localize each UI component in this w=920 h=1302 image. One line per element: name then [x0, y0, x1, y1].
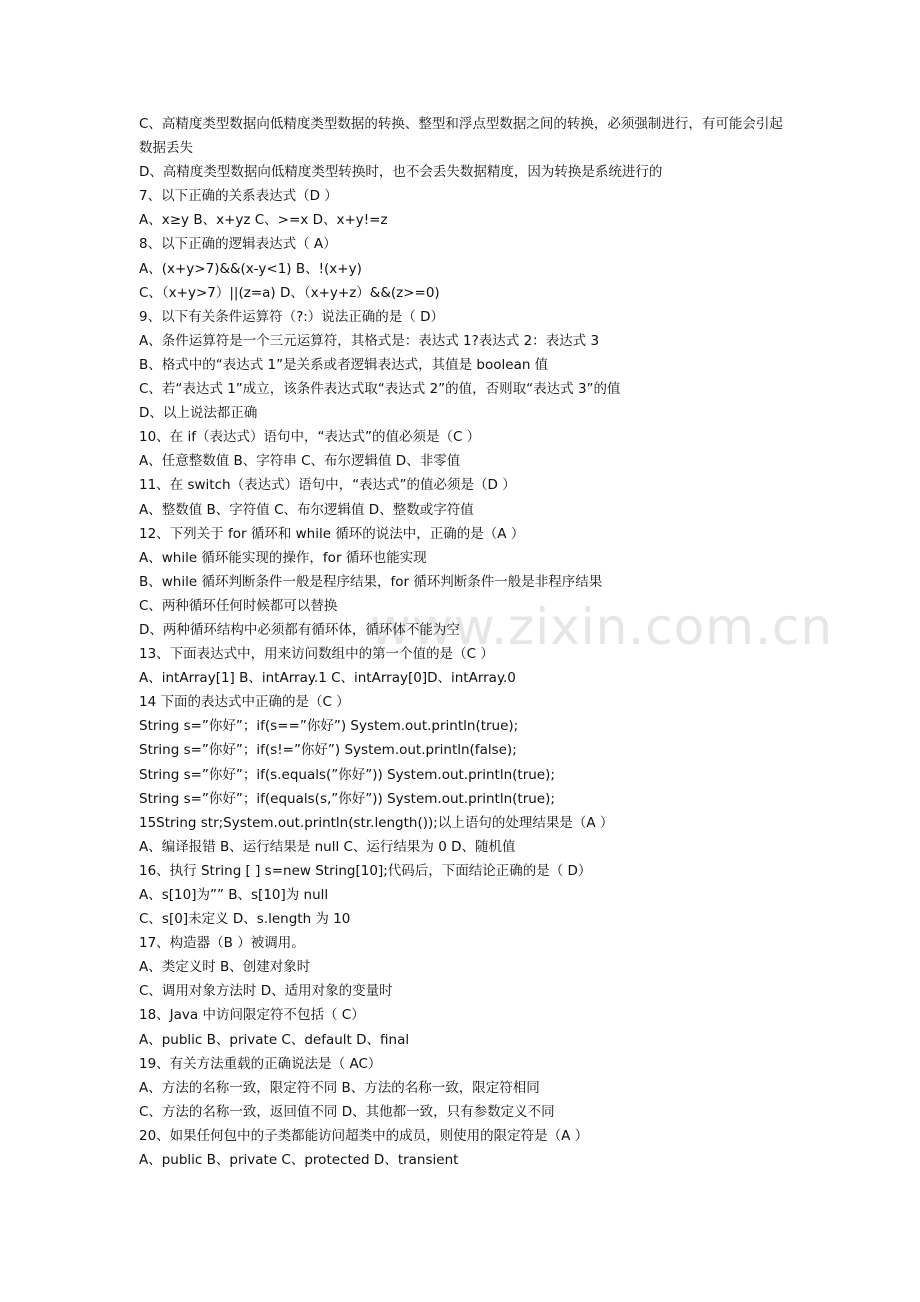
- code-line: String s=”你好”；if(equals(s,”你好”)) System.out.println(true);: [139, 790, 555, 807]
- text-line: C、高精度类型数据向低精度类型数据的转换、整型和浮点型数据之间的转换，必须强制进行，有可能会引起数据丢失: [139, 116, 783, 157]
- option-line: A、方法的名称一致，限定符不同 B、方法的名称一致，限定符相同: [139, 1079, 540, 1096]
- watermark: www.zixin.com.cn: [370, 598, 834, 656]
- option-line: D、两种循环结构中必须都有循环体，循环体不能为空: [139, 621, 460, 638]
- option-line: C、两种循环任何时候都可以替换: [139, 597, 338, 614]
- option-line: B、格式中的“表达式 1”是关系或者逻辑表达式，其值是 boolean 值: [139, 356, 549, 373]
- option-line: A、while 循环能实现的操作，for 循环也能实现: [139, 549, 427, 566]
- question-line: 9、以下有关条件运算符（?:）说法正确的是（ D）: [139, 308, 444, 325]
- option-line: A、整数值 B、字符值 C、布尔逻辑值 D、整数或字符值: [139, 501, 474, 518]
- question-line: 11、在 switch（表达式）语句中，“表达式”的值必须是（D ）: [139, 477, 516, 494]
- option-line: C、（x+y>7）||(z=a) D、（x+y+z）&&(z>=0): [139, 284, 440, 301]
- question-line: 18、Java 中访问限定符不包括（ C）: [139, 1007, 365, 1024]
- option-line: C、s[0]未定义 D、s.length 为 10: [139, 911, 351, 928]
- question-line: 10、在 if（表达式）语句中，“表达式”的值必须是（C ）: [139, 429, 481, 446]
- question-line: 20、如果任何包中的子类都能访问超类中的成员，则使用的限定符是（A ）: [139, 1127, 589, 1144]
- option-line: A、任意整数值 B、字符串 C、布尔逻辑值 D、非零值: [139, 453, 461, 470]
- option-line: A、public B、private C、protected D、transient: [139, 1152, 459, 1169]
- option-line: A、编译报错 B、运行结果是 null C、运行结果为 0 D、随机值: [139, 838, 516, 855]
- option-line: C、若“表达式 1”成立，该条件表达式取“表达式 2”的值，否则取“表达式 3”的值: [139, 381, 621, 398]
- option-line: A、(x+y>7)&&(x-y<1) B、!(x+y): [139, 260, 362, 277]
- option-line: A、条件运算符是一个三元运算符，其格式是：表达式 1?表达式 2：表达式 3: [139, 332, 600, 349]
- question-line: 17、构造器（B ）被调用。: [139, 935, 305, 952]
- option-line: A、s[10]为”” B、s[10]为 null: [139, 887, 329, 903]
- option-line: C、方法的名称一致，返回值不同 D、其他都一致，只有参数定义不同: [139, 1103, 555, 1120]
- question-line: 7、以下正确的关系表达式（D ）: [139, 188, 338, 205]
- option-line: A、intArray[1] B、intArray.1 C、intArray[0]D、intArray.0: [139, 670, 516, 687]
- code-line: String s=”你好”；if(s==”你好”) System.out.println(true);: [139, 718, 519, 735]
- question-line: 13、下面表达式中，用来访问数组中的第一个值的是（C ）: [139, 646, 494, 663]
- option-line: A、public B、private C、default D、final: [139, 1031, 410, 1048]
- option-line: A、类定义时 B、创建对象时: [139, 959, 311, 976]
- question-line: 16、执行 String [ ] s=new String[10];代码后，下面结论正确的是（ D）: [139, 862, 592, 879]
- question-line: 14 下面的表达式中正确的是（C ）: [139, 694, 350, 711]
- code-line: String s=”你好”；if(s!=”你好”) System.out.println(false);: [139, 742, 517, 759]
- question-line: 19、有关方法重载的正确说法是（ AC）: [139, 1055, 382, 1072]
- option-line: B、while 循环判断条件一般是程序结果，for 循环判断条件一般是非程序结果: [139, 573, 603, 590]
- option-line: C、调用对象方法时 D、适用对象的变量时: [139, 983, 393, 1000]
- text-line: D、高精度类型数据向低精度类型转换时，也不会丢失数据精度，因为转换是系统进行的: [139, 164, 663, 181]
- document-body: [139, 112, 789, 1172]
- option-line: A、x≥y B、x+yz C、>=x D、x+y!=z: [139, 212, 388, 229]
- question-line: 8、以下正确的逻辑表达式（ A）: [139, 236, 337, 253]
- code-line: String s=”你好”；if(s.equals(”你好”)) System.out.println(true);: [139, 766, 555, 783]
- question-line: 12、下列关于 for 循环和 while 循环的说法中，正确的是（A ）: [139, 525, 525, 542]
- question-line: 15String str;System.out.println(str.length());以上语句的处理结果是（A ）: [139, 814, 614, 831]
- option-line: D、以上说法都正确: [139, 405, 258, 422]
